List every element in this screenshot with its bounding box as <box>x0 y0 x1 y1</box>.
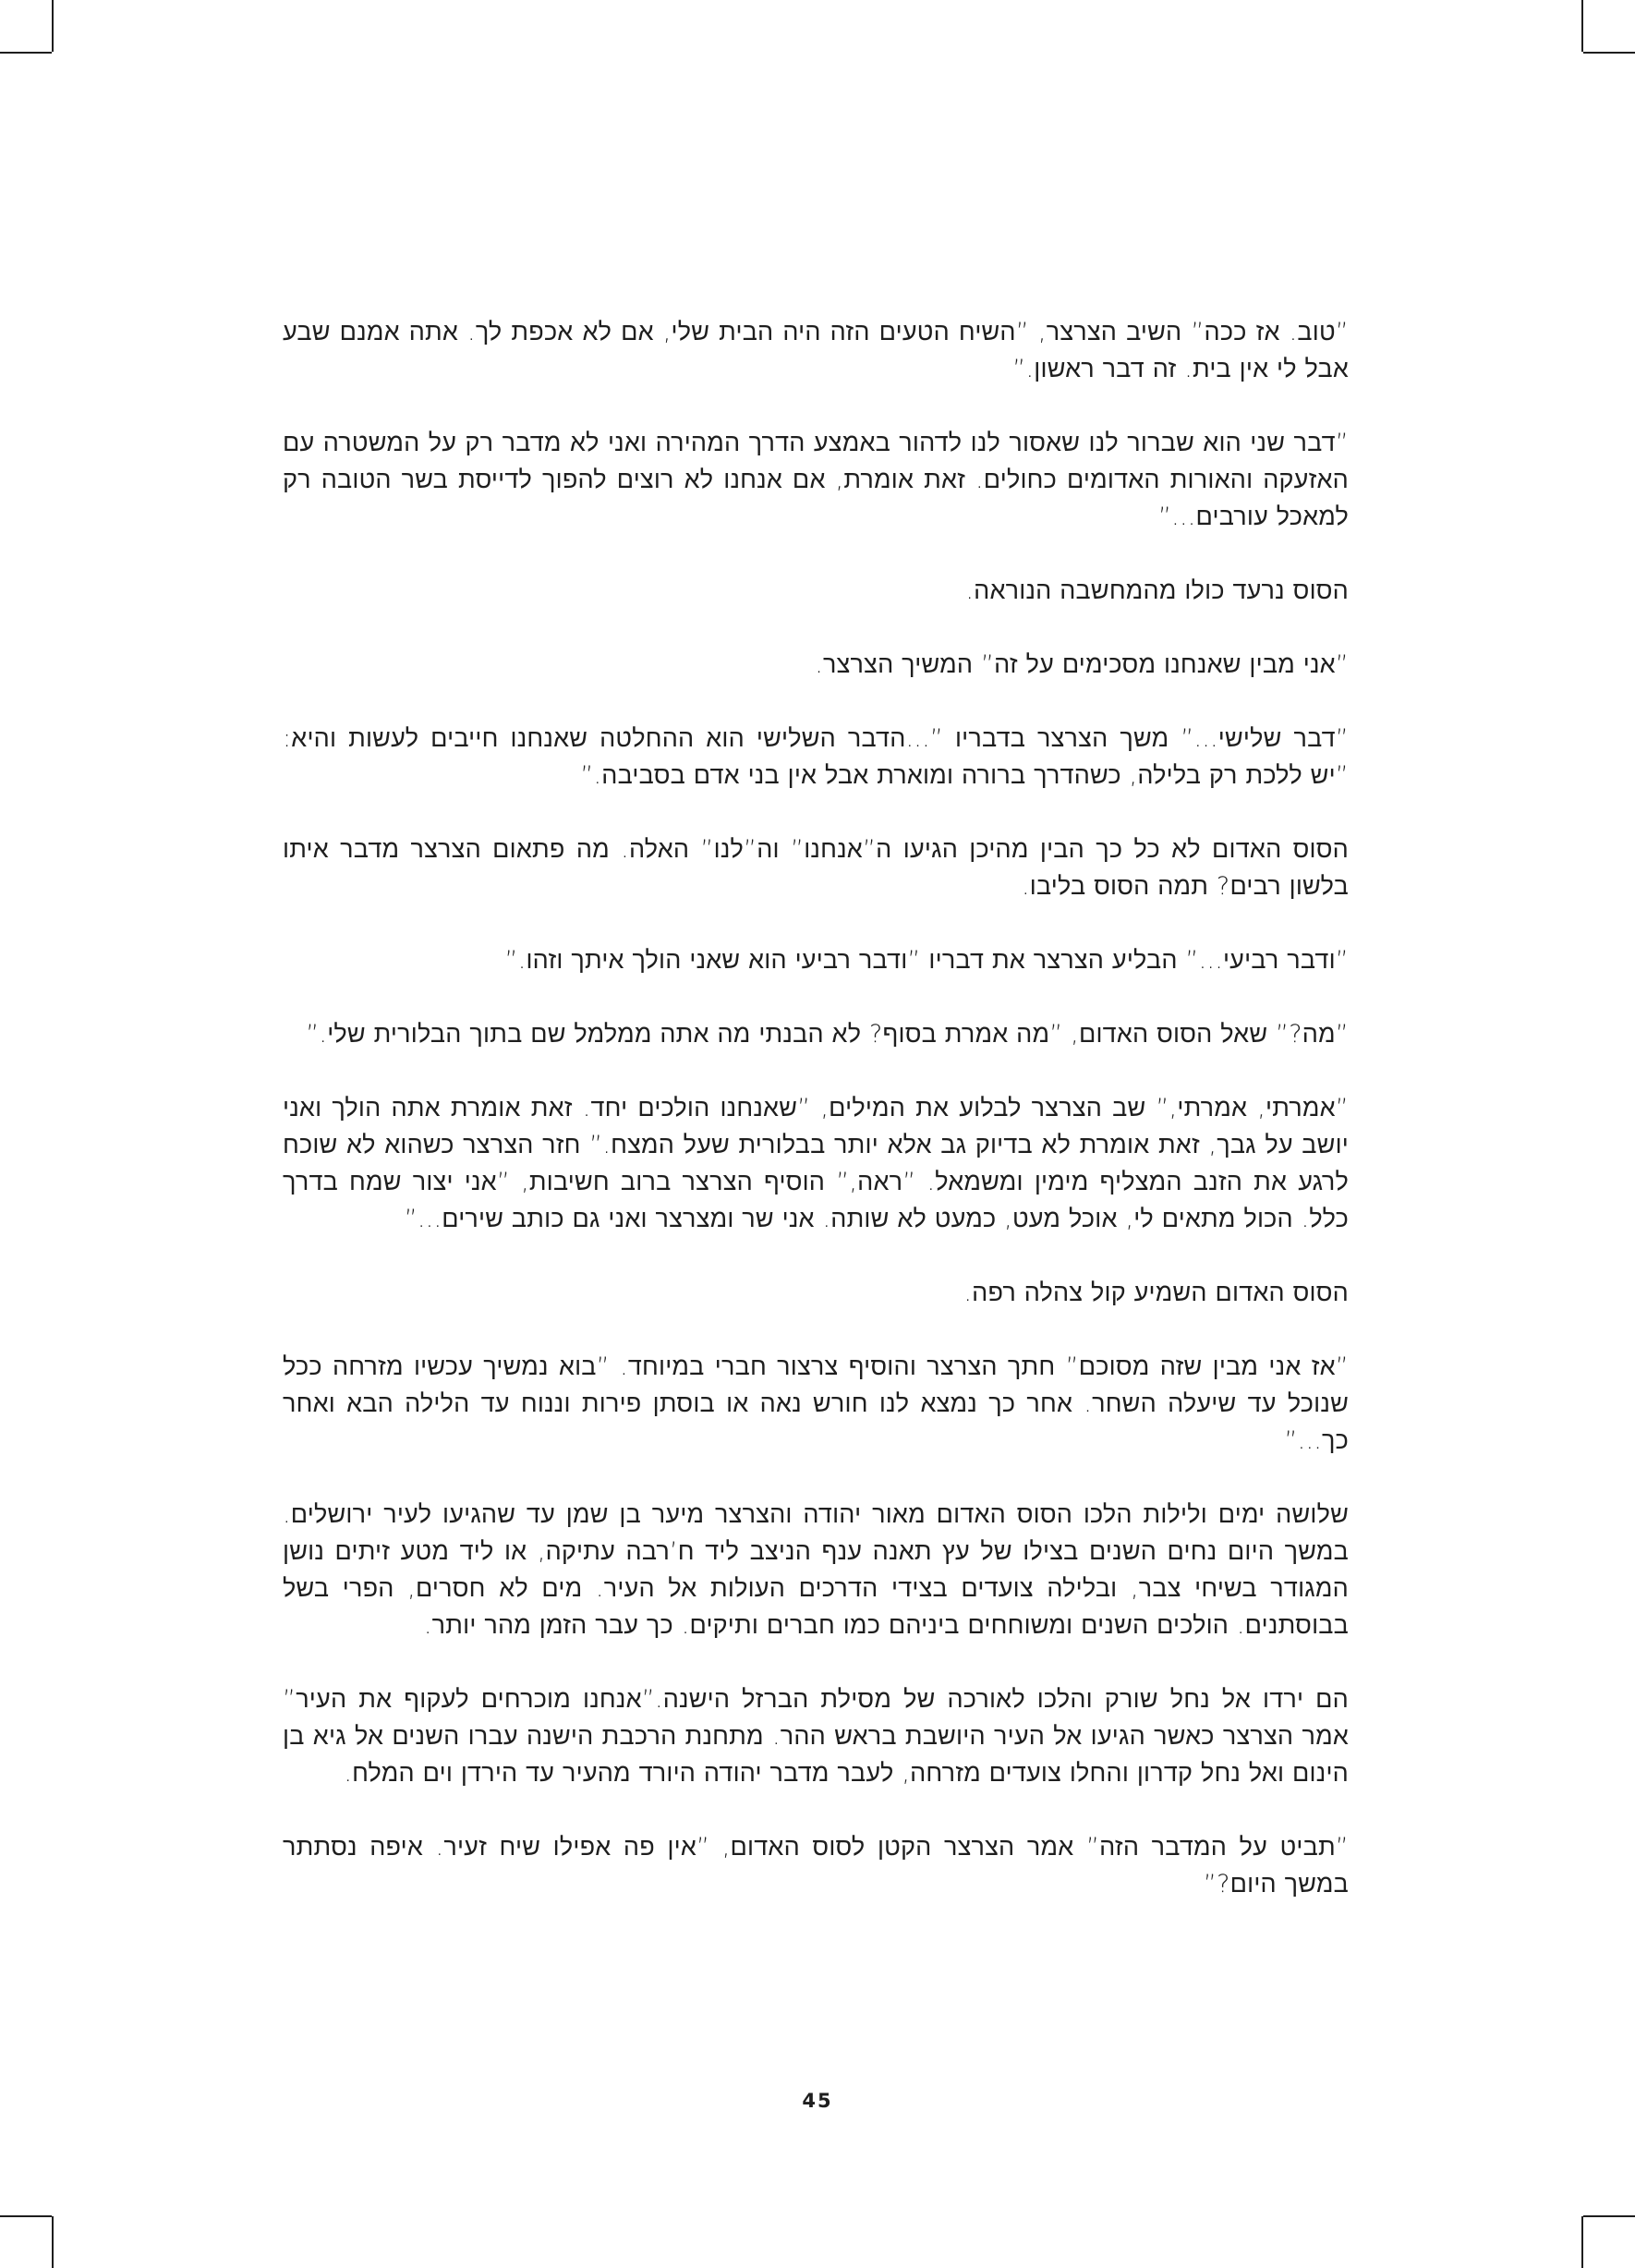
paragraph-9: ”אמרתי, אמרתי,” שב הצרצר לבלוע את המילים, ”שאנחנו הולכים יחד. זאת אומרת אתה הולך ואני יושב על גבך, זאת אומרת לא בדיוק גב אלא יותר בבלורית שעל המצח.” חזר הצרצר כשהוא לא שוכח לרגע את הזנב המצליף מימין ומשמאל. ”ראה,” הוסיף הצרצר ברוב חשיבות, ”אני יצור שמח בדרך כלל. הכול מתאים לי, אוכל מעט, כמעט לא שותה. אני שר ומצרצר ואני גם כותב שירים...” <box>283 1094 1349 1233</box>
paragraph-7: ”ודבר רביעי...” הבליע הצרצר את דבריו ”ודבר רביעי הוא שאני הולך איתך וזהו.” <box>504 946 1349 975</box>
paragraph-12: שלושה ימים ולילות הלכו הסוס האדום מאור יהודה והצרצר מיער בן שמן עד שהגיעו לעיר ירושלים. במשך היום נחים השנים בצילו של עץ תאנה ענף הניצב ליד ח’רבה עתיקה, או ליד מטע זיתים נושן המגודר בשיחי צבר, ובלילה צועדים בצידי הדרכים העולות אל העיר. מים לא חסרים, הפרי בשל בבוסתנים. הולכים השנים ומשוחחים ביניהם כמו חברים ותיקים. כך עבר הזמן מהר יותר. <box>283 1500 1349 1640</box>
paragraph-11: ”אז אני מבין שזה מסוכם” חתך הצרצר והוסיף צרצור חברי במיוחד. ”בוא נמשיך עכשיו מזרחה ככל שנוכל עד שיעלה השחר. אחר כך נמצא לנו חורש נאה או בוסתן פירות וננוח עד הלילה הבא ואחר כך...” <box>283 1352 1350 1455</box>
paragraph-6: הסוס האדום לא כל כך הבין מהיכן הגיעו ה”אנחנו” וה”לנו” האלה. מה פתאום הצרצר מדבר איתו בלשון רבים? תמה הסוס בליבו. <box>283 835 1349 901</box>
crop-mark-top-left-horizontal <box>0 52 52 54</box>
paragraph-1: ”טוב. אז ככה” השיב הצרצר, ”השיח הטעים הזה היה הבית שלי, אם לא אכפת לך. אתה אמנם שבע אבל לי אין בית. זה דבר ראשון.” <box>283 318 1349 383</box>
crop-mark-top-right-horizontal <box>1583 52 1635 54</box>
paragraph-2: ”דבר שני הוא שברור לנו שאסור לנו לדהור באמצע הדרך המהירה ואני לא מדבר רק על המשטרה עם האזעקה והאורות האדומים כחולים. זאת אומרת, אם אנחנו לא רוצים להפוך לדייסת בשר הטובה רק למאכל עורבים...” <box>283 429 1349 531</box>
paragraph-5: ”דבר שלישי...” משך הצרצר בדבריו ”...הדבר השלישי הוא ההחלטה שאנחנו חייבים לעשות והיא: ”יש ללכת רק בלילה, כשהדרך ברורה ומוארת אבל אין בני אדם בסביבה.” <box>283 724 1349 790</box>
crop-mark-bottom-right-horizontal <box>1583 2215 1635 2217</box>
paragraph-14: ”תביט על המדבר הזה” אמר הצרצר הקטן לסוס האדום, ”אין פה אפילו שיח זעיר. איפה נסתתר במשך היום?” <box>283 1833 1349 1898</box>
paragraph-3: הסוס נרעד כולו מהמחשבה הנוראה. <box>965 576 1349 605</box>
crop-mark-top-right-vertical <box>1581 0 1583 52</box>
crop-mark-top-left-vertical <box>52 0 54 52</box>
crop-mark-bottom-left-vertical <box>52 2216 54 2268</box>
paragraph-4: ”אני מבין שאנחנו מסכימים על זה” המשיך הצרצר. <box>815 650 1349 679</box>
paragraph-8: ”מה?” שאל הסוס האדום, ”מה אמרת בסוף? לא הבנתי מה אתה ממלמל שם בתוך הבלורית שלי.” <box>306 1020 1349 1049</box>
paragraph-10: הסוס האדום השמיע קול צהלה רפה. <box>963 1279 1349 1307</box>
page-number: 45 <box>802 2090 833 2112</box>
crop-mark-bottom-left-horizontal <box>0 2215 52 2217</box>
paragraph-13: הם ירדו אל נחל שורק והלכו לאורכה של מסילת הברזל הישנה.”אנחנו מוכרחים לעקוף את העיר” אמר הצרצר כאשר הגיעו אל העיר היושבת בראש ההר. מתחנת הרכבת הישנה עברו השנים אל גיא בן הינום ואל נחל קדרון והחלו צועדים מזרחה, לעבר מדבר יהודה היורד מהעיר עד הירדן וים המלח. <box>283 1685 1349 1788</box>
body-text <box>283 314 1349 1940</box>
crop-mark-bottom-right-vertical <box>1581 2216 1583 2268</box>
